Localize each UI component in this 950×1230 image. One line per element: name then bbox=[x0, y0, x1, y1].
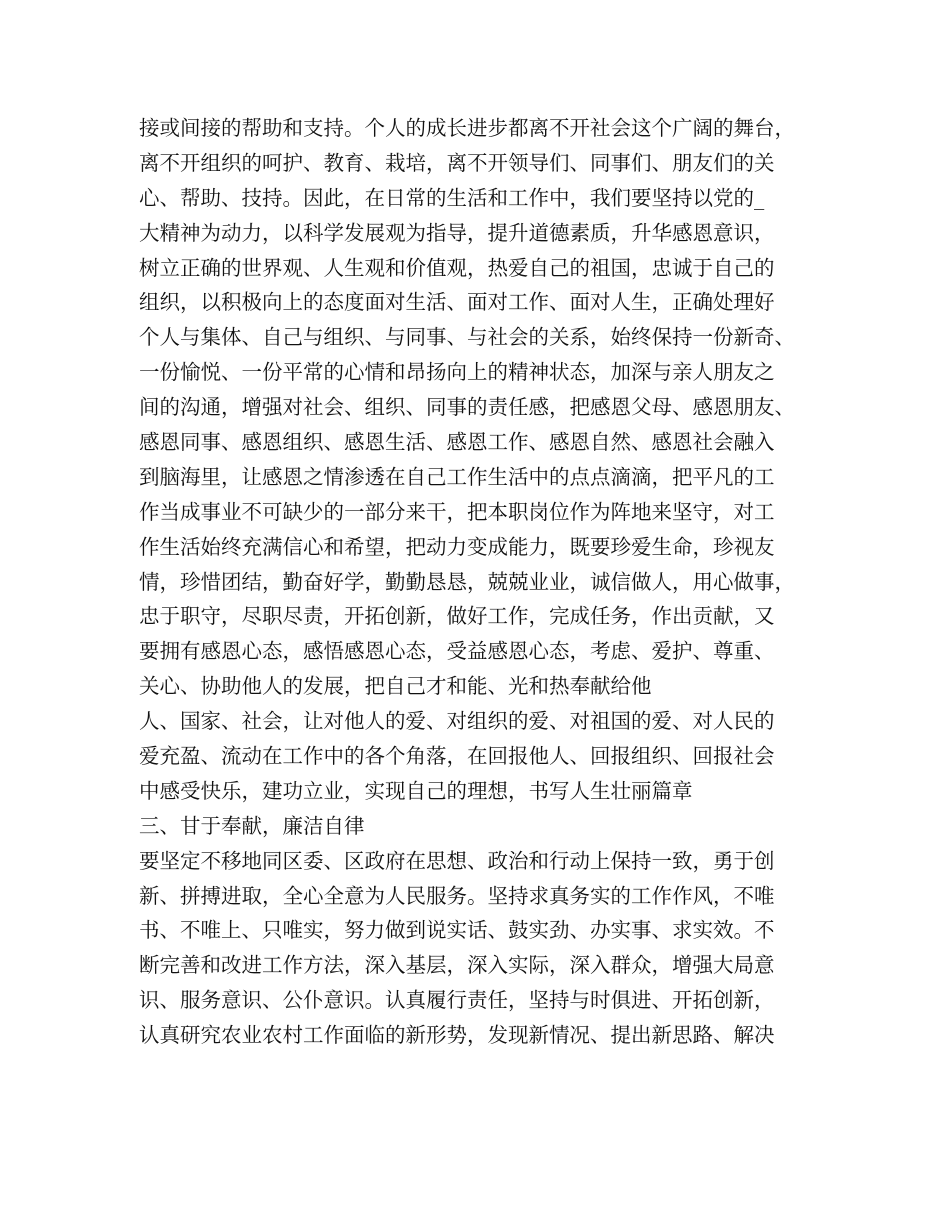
text-line: 作当成事业不可缺少的一部分来干，把本职岗位作为阵地来坚守，对工 bbox=[139, 499, 775, 524]
text-line: 人、国家、社会，让对他人的爱、对组织的爱、对祖国的爱、对人民的 bbox=[139, 709, 775, 734]
text-line: 中感受快乐，建功立业，实现自己的理想，书写人生壮丽篇章 bbox=[139, 778, 693, 803]
text-line: 新、拼搏进取，全心全意为人民服务。坚持求真务实的工作作风，不唯 bbox=[139, 883, 775, 908]
text-line: 情，珍惜团结，勤奋好学，勤勤恳恳，兢兢业业，诚信做人，用心做事， bbox=[139, 569, 795, 594]
text-line: 要坚定不移地同区委、区政府在思想、政治和行动上保持一致，勇于创 bbox=[139, 848, 775, 873]
text-line: 间的沟通，增强对社会、组织、同事的责任感，把感恩父母、感恩朋友、 bbox=[139, 395, 795, 420]
text-line: 接或间接的帮助和支持。个人的成长进步都离不开社会这个广阔的舞台， bbox=[139, 116, 795, 140]
text-line: 作生活始终充满信心和希望，把动力变成能力，既要珍爱生命，珍视友 bbox=[139, 534, 775, 559]
section-heading: 三、甘于奉献，廉洁自律 bbox=[139, 813, 365, 838]
text-line: 要拥有感恩心态，感悟感恩心态，受益感恩心态，考虑、爱护、尊重、 bbox=[139, 639, 775, 664]
text-line: 组织，以积极向上的态度面对生活、面对工作、面对人生，正确处理好 bbox=[139, 290, 775, 315]
text-line: 识、服务意识、公仆意识。认真履行责任，坚持与时俱进、开拓创新， bbox=[139, 988, 775, 1013]
text-line: 个人与集体、自己与组织、与同事、与社会的关系，始终保持一份新奇、 bbox=[139, 325, 795, 350]
text-line: 到脑海里，让感恩之情渗透在自己工作生活中的点点滴滴，把平凡的工 bbox=[139, 464, 775, 489]
text-line: 断完善和改进工作方法，深入基层，深入实际，深入群众，增强大局意 bbox=[139, 953, 775, 978]
text-line: 心、帮助、技持。因此，在日常的生活和工作中，我们要坚持以党的_ bbox=[139, 185, 765, 210]
text-line: 认真研究农业农村工作面临的新形势，发现新情况、提出新思路、解决 bbox=[139, 1023, 775, 1048]
text-line: 书、不唯上、只唯实，努力做到说实话、鼓实劲、办实事、求实效。不 bbox=[139, 918, 775, 943]
text-line: 忠于职守，尽职尽责，开拓创新，做好工作，完成任务，作出贡献，又 bbox=[139, 604, 775, 629]
text-line: 一份愉悦、一份平常的心情和昂扬向上的精神状态，加深与亲人朋友之 bbox=[139, 360, 775, 385]
text-line: 大精神为动力，以科学发展观为指导，提升道德素质，升华感恩意识， bbox=[139, 220, 775, 245]
text-line: 离不开组织的呵护、教育、栽培，离不开领导们、同事们、朋友们的关 bbox=[139, 150, 775, 175]
text-line: 树立正确的世界观、人生观和价值观，热爱自己的祖国，忠诚于自己的 bbox=[139, 255, 775, 280]
text-line: 感恩同事、感恩组织、感恩生活、感恩工作、感恩自然、感恩社会融入 bbox=[139, 430, 775, 455]
text-line: 爱充盈、流动在工作中的各个角落，在回报他人、回报组织、回报社会 bbox=[139, 744, 775, 769]
text-line: 关心、协助他人的发展，把自己才和能、光和热奉献给他 bbox=[139, 674, 652, 699]
body-text bbox=[139, 111, 839, 1053]
